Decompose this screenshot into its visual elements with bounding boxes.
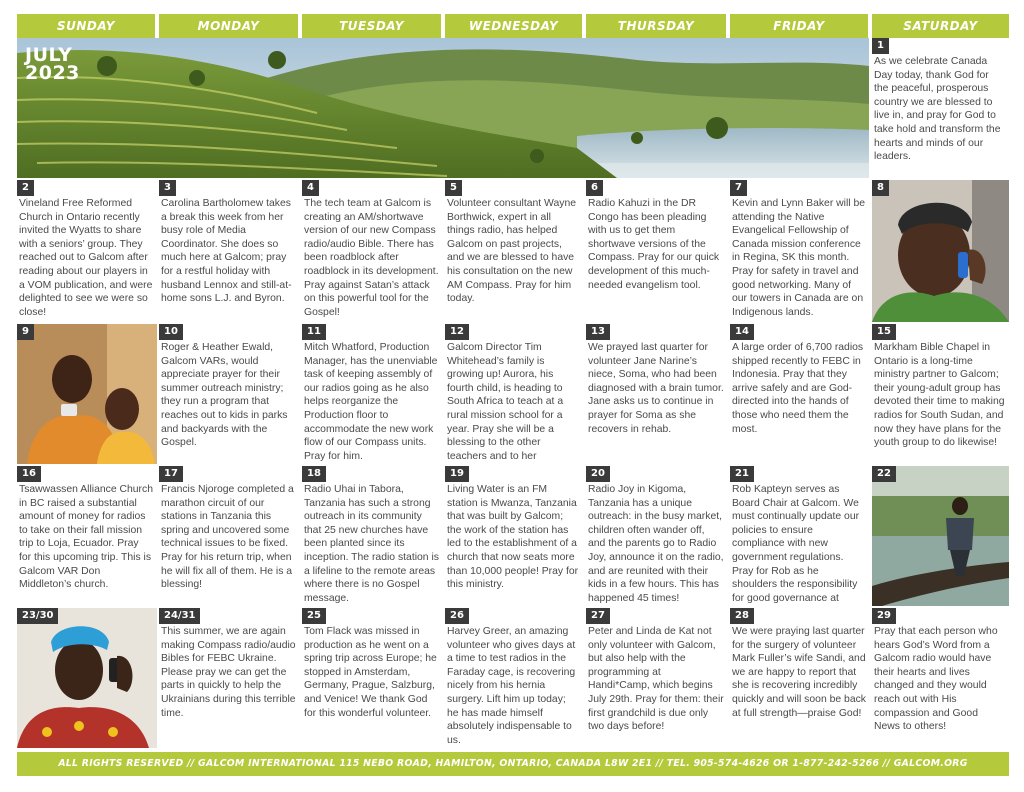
day-cell-13 [586,324,728,464]
day-cell-22-photo [872,466,1009,606]
day-cell-8-photo [872,180,1009,322]
prayer-text: Pray that each person who hears God’s Word from a Galcom radio would have their hearts and lives changed and they would reach out with His compassion and Good News to others! [874,626,998,733]
day-header-wednesday: WEDNESDAY [445,14,582,38]
day-cell-15 [872,324,1009,464]
date-number: 18 [302,466,326,482]
woman-with-radio-image [17,608,157,748]
day-cell-10 [159,324,300,464]
day-header-tuesday: TUESDAY [302,14,441,38]
man-in-canoe-image [872,466,1009,606]
day-cell-20 [586,466,728,606]
day-cell-18 [302,466,443,606]
day-cell-28 [730,608,870,748]
date-number: 14 [730,324,754,340]
day-cell-11 [302,324,443,464]
day-cell-3 [159,180,300,322]
prayer-text: Galcom Director Tim Whitehead’s family is growing up! Aurora, his fourth child, is heading to South Africa to teach at a rural mission school for a year. Pray she will be a blessing to the other teachers and to her [447,342,564,462]
day-cell-12 [445,324,584,464]
day-cell-9-photo [17,324,157,464]
date-number: 20 [586,466,610,482]
prayer-text: Volunteer consultant Wayne Borthwick, expert in all things radio, has helped Galcom on past projects, and we are blessed to have his consultation on the new AM Compass. Pray for him today. [447,198,576,305]
prayer-text: Radio Joy in Kigoma, Tanzania has a unique outreach: in the busy market, children often wander off, and the parents go to Radio Joy, announce it on the radio, and are reunited with their kids in a few hours. This has happened 45 times! [588,484,724,604]
day-header-friday: FRIDAY [730,14,868,38]
prayer-text: Radio Uhai in Tabora, Tanzania has such a strong outreach in its community that 25 new churches have been planted since its inception. The radio station is a lifeline to the remote areas where there is no Gospel message. [304,484,439,604]
prayer-text: This summer, we are again making Compass radio/audio Bibles for FEBC Ukraine. Please pray we can get the parts in quickly to help the Ukrainians during this terrible time. [161,626,296,719]
date-number: 11 [302,324,326,340]
day-cell-1 [872,38,1009,178]
children-with-radio-image [17,324,157,464]
prayer-text: The tech team at Galcom is creating an AM/shortwave version of our new Compass radio/audio Bible. There has been roadblock after roadblock in its development. Pray against Satan’s attack on this powerful tool for the Gospel! [304,198,439,318]
day-cell-24-31 [159,608,300,748]
prayer-text: Markham Bible Chapel in Ontario is a long-time ministry partner to Galcom; their young-adult group has devoted their time to making radios for South Sudan, and now they have plans for the youth group to do likewise! [874,342,1005,449]
date-number: 1 [872,38,889,54]
date-number: 6 [586,180,603,196]
prayer-text: Living Water is an FM station is Mwanza, Tanzania that was built by Galcom; the work of the station has led to the establishment of a church that now seats more than 10,000 people! Pray for this ministry. [447,484,579,591]
day-cell-27 [586,608,728,748]
day-cell-19 [445,466,584,606]
day-header-thursday: THURSDAY [586,14,726,38]
year: 2023 [25,62,80,84]
woman-listening-radio-image [872,180,1009,322]
date-number: 16 [17,466,41,482]
footer-contact-bar: ALL RIGHTS RESERVED // GALCOM INTERNATIONAL 115 NEBO ROAD, HAMILTON, ONTARIO, CANADA L8W 2E1 // TEL. 905-574-4626 OR 1-877-242-5266 // GALCOM.ORG [17,752,1009,776]
date-number: 19 [445,466,469,482]
date-number: 3 [159,180,176,196]
prayer-text: Kevin and Lynn Baker will be attending the Native Evangelical Fellowship of Canada mission conference in Regina, SK this month. Pray for safety in travel and good networking. Many of our towers in Canada are on Indigenous lands. [732,198,866,318]
date-number: 4 [302,180,319,196]
month-year-title [25,46,80,82]
date-number: 23/30 [17,608,58,624]
day-cell-21 [730,466,870,606]
prayer-text: Rob Kapteyn serves as Board Chair at Galcom. We must continually update our policies to ensure compliance with new government regulations. Pray for Rob as he shoulders the responsibility for good governance at [732,484,860,604]
date-number: 7 [730,180,747,196]
day-cell-17 [159,466,300,606]
day-cell-4 [302,180,443,322]
date-number: 13 [586,324,610,340]
prayer-text: Vineland Free Reformed Church in Ontario recently invited the Wyatts to share with a seniors’ group. They reached out to Galcom after reading about our players in a VOM publication, and were delighted to see we were so close! [19,198,153,318]
terraced-hills-landscape-image [17,38,869,178]
prayer-text: Francis Njoroge completed a marathon circuit of our stations in Tanzania this spring and uncovered some technical issues to be fixed. Pray for his return trip, when he will fix all of them. He is a blessing! [161,484,294,591]
date-number: 12 [445,324,469,340]
prayer-text: Harvey Greer, an amazing volunteer who gives days at a time to test radios in the Faraday cage, is recovering nicely from his hernia surgery. Lift him up today; he has made himself absolutely indispensable to us. [447,626,576,746]
day-cell-25 [302,608,443,748]
day-cell-23-30-photo [17,608,157,748]
date-number: 9 [17,324,34,340]
month-name: JULY [25,44,73,66]
day-cell-26 [445,608,584,748]
prayer-text: Carolina Bartholomew takes a break this week from her busy role of Media Coordinator. She does so much here at Galcom; pray for a restful holiday with husband Lennox and still-at-home sons L.J. and Byron. [161,198,292,305]
prayer-text: Tsawwassen Alliance Church in BC raised a substantial amount of money for radios to take on their fall mission trip to Loja, Ecuador. Pray for this upcoming trip. This is Galcom VAR Don Middleton’s church. [19,484,153,591]
date-number: 22 [872,466,896,482]
day-cell-14 [730,324,870,464]
landscape-banner-photo [17,38,869,178]
date-number: 27 [586,608,610,624]
date-number: 10 [159,324,183,340]
day-cell-29 [872,608,1009,748]
date-number: 26 [445,608,469,624]
prayer-text: We were praying last quarter for the surgery of volunteer Mark Fuller’s wife Sandi, and we are happy to report that she is recovering incredibly quickly and will soon be back at full strength—praise God! [732,626,866,719]
date-number: 29 [872,608,896,624]
date-number: 25 [302,608,326,624]
date-number: 5 [445,180,462,196]
day-header-sunday: SUNDAY [17,14,155,38]
date-number: 8 [872,180,889,196]
day-cell-7 [730,180,870,322]
date-number: 2 [17,180,34,196]
prayer-text: We prayed last quarter for volunteer Jane Narine’s niece, Soma, who had been diagnosed with a brain tumor. Jane asks us to continue in prayer for Soma as she recovers in rehab. [588,342,724,435]
prayer-text: Roger & Heather Ewald, Galcom VARs, would appreciate prayer for their summer outreach ministry; they run a program that reaches out to kids in parks and backyards with the Gospel. [161,342,288,449]
date-number: 21 [730,466,754,482]
prayer-text: A large order of 6,700 radios shipped recently to FEBC in Indonesia. Pray that they arrive safely and are God-directed into the hands of those who need them the most. [732,342,864,435]
date-number: 28 [730,608,754,624]
date-number: 24/31 [159,608,200,624]
prayer-text: Tom Flack was missed in production as he went on a spring trip across Europe; he stopped in Amsterdam, Germany, Prague, Salzburg, and Venice! We thank God for this wonderful volunteer. [304,626,437,719]
day-cell-6 [586,180,728,322]
day-header-monday: MONDAY [159,14,298,38]
day-cell-2 [17,180,157,322]
date-number: 15 [872,324,896,340]
day-header-saturday: SATURDAY [872,14,1009,38]
prayer-text: Peter and Linda de Kat not only volunteer with Galcom, but also help with the programming at Handi*Camp, which begins July 29th. Pray for them: their first grandchild is due only two days before! [588,626,724,733]
day-cell-5 [445,180,584,322]
prayer-text: Radio Kahuzi in the DR Congo has been pleading with us to get them shortwave versions of the Compass. Pray for our quick development of this much-needed evangelism tool. [588,198,720,291]
prayer-text: As we celebrate Canada Day today, thank God for the peaceful, prosperous country we are blessed to live in, and pray for God to take hold and transform the hearts and minds of our leaders. [874,56,1001,163]
prayer-text: Mitch Whatford, Production Manager, has the unenviable task of keeping assembly of our radios going as he also helps reorganize the Production floor to accommodate the new work flow of our Compass units. Pray for him. [304,342,438,462]
day-cell-16 [17,466,157,606]
date-number: 17 [159,466,183,482]
